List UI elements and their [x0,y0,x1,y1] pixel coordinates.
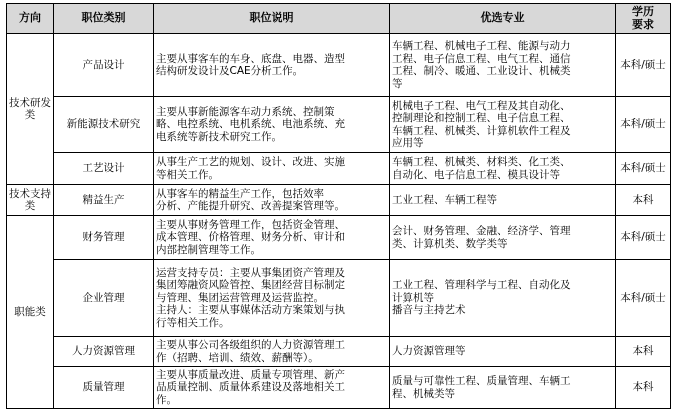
degree-cell: 本科 [616,337,671,367]
major-cell: 工业工程、车辆工程等 [390,185,616,216]
table-row [7,153,671,185]
major-cell: 人力资源管理等 [390,337,616,367]
table-row [7,185,671,216]
description-cell: 主要从事客车的车身、底盘、电器、造型 结构研发设计及CAE分析工作。 [154,34,390,97]
major-cell: 车辆工程、机械电子工程、能源与动力 工程、电子信息工程、电气工程、通信 工程、制冷、暖通、工业设计、机械类 等 [390,34,616,97]
header-major: 优选专业 [390,4,616,34]
header-degree: 学历 要求 [616,4,671,34]
degree-cell: 本科 [616,185,671,216]
category-cell: 工艺设计 [54,153,154,185]
table-row [7,216,671,260]
category-cell: 财务管理 [54,216,154,260]
category-cell: 人力资源管理 [54,337,154,367]
category-cell: 产品设计 [54,34,154,97]
job-positions-table [6,3,671,409]
description-cell: 运营支持专员：主要从事集团资产管理及 集团筹融资风险管控、集团经营目标制定 与管理、集团运营管理及运营监控。 主持人：主要从事媒体活动方案策划与执 行等相关工作。 [154,260,390,337]
major-cell: 车辆工程、机械类、材料类、化工类、 自动化、电子信息工程、模具设计等 [390,153,616,185]
major-cell: 质量与可靠性工程、质量管理、车辆工 程、机械类等 [390,367,616,409]
degree-cell: 本科/硕士 [616,260,671,337]
description-cell: 主要从事新能源客车动力系统、控制策 略、电控系统、电机系统、电池系统、充 电系统等新技术研究工作。 [154,97,390,153]
degree-cell: 本科/硕士 [616,34,671,97]
degree-cell: 本科 [616,367,671,409]
table-row [7,337,671,367]
degree-cell: 本科/硕士 [616,216,671,260]
category-cell: 精益生产 [54,185,154,216]
table-row [7,367,671,409]
description-cell: 主要从事质量改进、质量专项管理、新产 品质量控制、质量体系建设及落地相关工 作。 [154,367,390,409]
category-cell: 质量管理 [54,367,154,409]
degree-cell: 本科/硕士 [616,97,671,153]
description-cell: 从事客车的精益生产工作，包括效率 分析、产能提升研究、改善提案管理等。 [154,185,390,216]
major-cell: 工业工程、管理科学与工程、自动化及 计算机等 播音与主持艺术 [390,260,616,337]
table-row [7,97,671,153]
header-row [7,4,671,34]
group-tech-rd: 技术研发类 [7,34,54,185]
degree-cell: 本科/硕士 [616,153,671,185]
header-direction: 方向 [7,4,54,34]
header-category: 职位类别 [54,4,154,34]
description-cell: 主要从事公司各级组织的人力资源管理工 作（招聘、培训、绩效、薪酬等）。 [154,337,390,367]
description-cell: 从事生产工艺的规划、设计、改进、实施 等相关工作。 [154,153,390,185]
table-row [7,260,671,337]
category-cell: 企业管理 [54,260,154,337]
description-cell: 主要从事财务管理工作，包括资金管理、 成本管理、价格管理、财务分析、审计和 内部控制管理等工作。 [154,216,390,260]
table-row [7,34,671,97]
header-description: 职位说明 [154,4,390,34]
major-cell: 会计、财务管理、金融、经济学、管理 类、计算机类、数学类等 [390,216,616,260]
major-cell: 机械电子工程、电气工程及其自动化、 控制理论和控制工程、电子信息工程、 车辆工程、机械类、计算机软件工程及 应用等 [390,97,616,153]
category-cell: 新能源技术研究 [54,97,154,153]
group-functional: 职能类 [7,216,54,409]
group-tech-support: 技术支持类 [7,185,54,216]
